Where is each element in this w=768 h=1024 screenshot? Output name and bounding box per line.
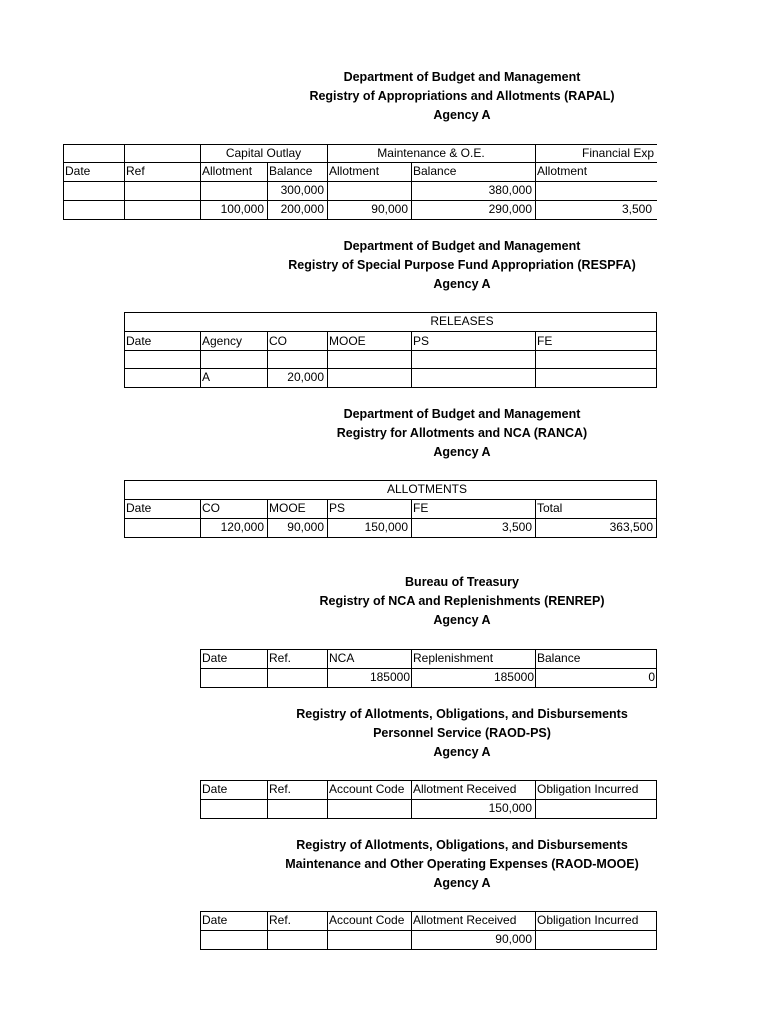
raod-ps-heading bbox=[200, 705, 724, 762]
renrep-row-replenishment: 185000 bbox=[493, 670, 534, 684]
raod-ps-row-allotment-received: 150,000 bbox=[488, 801, 532, 815]
rapal-r1-mooe-balance: 380,000 bbox=[488, 183, 532, 197]
raod-mooe-col-allotment-received: Allotment Received bbox=[413, 913, 517, 927]
raod-mooe-col-date: Date bbox=[202, 913, 228, 927]
rapal-col-co-balance: Balance bbox=[269, 164, 313, 178]
renrep-col-ref: Ref. bbox=[269, 651, 292, 665]
respfa-group-releases: RELEASES bbox=[430, 314, 494, 328]
respfa-col-ps: PS bbox=[413, 334, 430, 348]
ranca-row-mooe: 90,000 bbox=[287, 520, 324, 534]
ranca-heading-line-2: Registry for Allotments and NCA (RANCA) bbox=[336, 426, 588, 440]
raod-ps-heading-line-1: Registry of Allotments, Obligations, and Disbursements bbox=[296, 707, 628, 721]
renrep-heading-line-2: Registry of NCA and Replenishments (RENREP) bbox=[319, 594, 605, 608]
respfa-col-fe: FE bbox=[537, 334, 553, 348]
rapal-col-co-allotment: Allotment bbox=[202, 164, 253, 178]
rapal-heading-line-3: Agency A bbox=[433, 108, 491, 122]
respfa-col-mooe: MOOE bbox=[329, 334, 366, 348]
renrep-row-nca: 185000 bbox=[369, 670, 410, 684]
rapal-col-mooe-balance: Balance bbox=[413, 164, 457, 178]
ranca-heading-line-1: Department of Budget and Management bbox=[343, 407, 581, 421]
renrep-row-balance: 0 bbox=[648, 670, 655, 684]
ranca-col-ps: PS bbox=[329, 501, 346, 515]
renrep-col-date: Date bbox=[202, 651, 228, 665]
raod-mooe-heading bbox=[200, 836, 724, 893]
ranca-col-mooe: MOOE bbox=[269, 501, 306, 515]
ranca-row-fe: 3,500 bbox=[501, 520, 532, 534]
renrep-col-replenishment: Replenishment bbox=[413, 651, 494, 665]
renrep-heading-line-1: Bureau of Treasury bbox=[405, 575, 519, 589]
respfa-col-date: Date bbox=[126, 334, 152, 348]
raod-ps-col-date: Date bbox=[202, 782, 228, 796]
ranca-heading bbox=[200, 405, 724, 462]
raod-mooe-heading-line-1: Registry of Allotments, Obligations, and Disbursements bbox=[296, 838, 628, 852]
respfa-heading-line-1: Department of Budget and Management bbox=[343, 239, 581, 253]
ranca-col-co: CO bbox=[202, 501, 220, 515]
rapal-col-mooe-allotment: Allotment bbox=[329, 164, 380, 178]
raod-mooe-heading-line-2: Maintenance and Other Operating Expenses (RAOD-MOOE) bbox=[285, 857, 639, 871]
rapal-r2-co-balance: 200,000 bbox=[280, 202, 324, 216]
rapal-r2-mooe-balance: 290,000 bbox=[488, 202, 532, 216]
rapal-r1-co-balance: 300,000 bbox=[280, 183, 324, 197]
rapal-r2-mooe-allotment: 90,000 bbox=[371, 202, 408, 216]
rapal-group-financial-exp: Financial Exp bbox=[582, 146, 655, 160]
respfa-heading-line-3: Agency A bbox=[433, 277, 491, 291]
raod-mooe-row-allotment-received: 90,000 bbox=[495, 932, 532, 946]
ranca-heading-line-3: Agency A bbox=[433, 445, 491, 459]
respfa-col-agency: Agency bbox=[202, 334, 243, 348]
raod-ps-col-ref: Ref. bbox=[269, 782, 292, 796]
rapal-heading-line-2: Registry of Appropriations and Allotments (RAPAL) bbox=[309, 89, 615, 103]
raod-ps-heading-line-2: Personnel Service (RAOD-PS) bbox=[373, 726, 551, 740]
ranca-col-date: Date bbox=[126, 501, 152, 515]
renrep-heading-line-3: Agency A bbox=[433, 613, 491, 627]
raod-mooe-col-obligation-incurred: Obligation Incurred bbox=[537, 913, 639, 927]
raod-mooe-col-ref: Ref. bbox=[269, 913, 292, 927]
ranca-col-total: Total bbox=[537, 501, 563, 515]
ranca-row-co: 120,000 bbox=[220, 520, 264, 534]
respfa-row-co: 20,000 bbox=[287, 370, 324, 384]
rapal-heading bbox=[200, 68, 724, 125]
renrep-col-balance: Balance bbox=[537, 651, 581, 665]
raod-mooe-heading-line-3: Agency A bbox=[433, 876, 491, 890]
respfa-heading-line-2: Registry of Special Purpose Fund Appropriation (RESPFA) bbox=[288, 258, 636, 272]
ranca-row-ps: 150,000 bbox=[364, 520, 408, 534]
rapal-group-capital-outlay: Capital Outlay bbox=[225, 146, 302, 160]
raod-ps-heading-line-3: Agency A bbox=[433, 745, 491, 759]
rapal-r2-co-allotment: 100,000 bbox=[220, 202, 264, 216]
ranca-group-allotments: ALLOTMENTS bbox=[386, 482, 467, 496]
raod-mooe-col-account-code: Account Code bbox=[329, 913, 405, 927]
ranca-col-fe: FE bbox=[413, 501, 429, 515]
rapal-group-mooe: Maintenance & O.E. bbox=[377, 146, 485, 160]
rapal-col-fe-allotment: Allotment bbox=[537, 164, 588, 178]
respfa-heading bbox=[200, 237, 724, 294]
raod-ps-col-obligation-incurred: Obligation Incurred bbox=[537, 782, 639, 796]
rapal-col-ref: Ref bbox=[126, 164, 145, 178]
rapal-col-date: Date bbox=[65, 164, 91, 178]
rapal-r2-fe-allotment: 3,500 bbox=[621, 202, 652, 216]
rapal-heading-line-1: Department of Budget and Management bbox=[343, 70, 581, 84]
respfa-row-agency: A bbox=[202, 370, 211, 384]
respfa-col-co: CO bbox=[269, 334, 287, 348]
raod-ps-col-allotment-received: Allotment Received bbox=[413, 782, 517, 796]
ranca-row-total: 363,500 bbox=[609, 520, 653, 534]
raod-ps-col-account-code: Account Code bbox=[329, 782, 405, 796]
renrep-heading bbox=[200, 573, 724, 630]
renrep-col-nca: NCA bbox=[329, 651, 355, 665]
